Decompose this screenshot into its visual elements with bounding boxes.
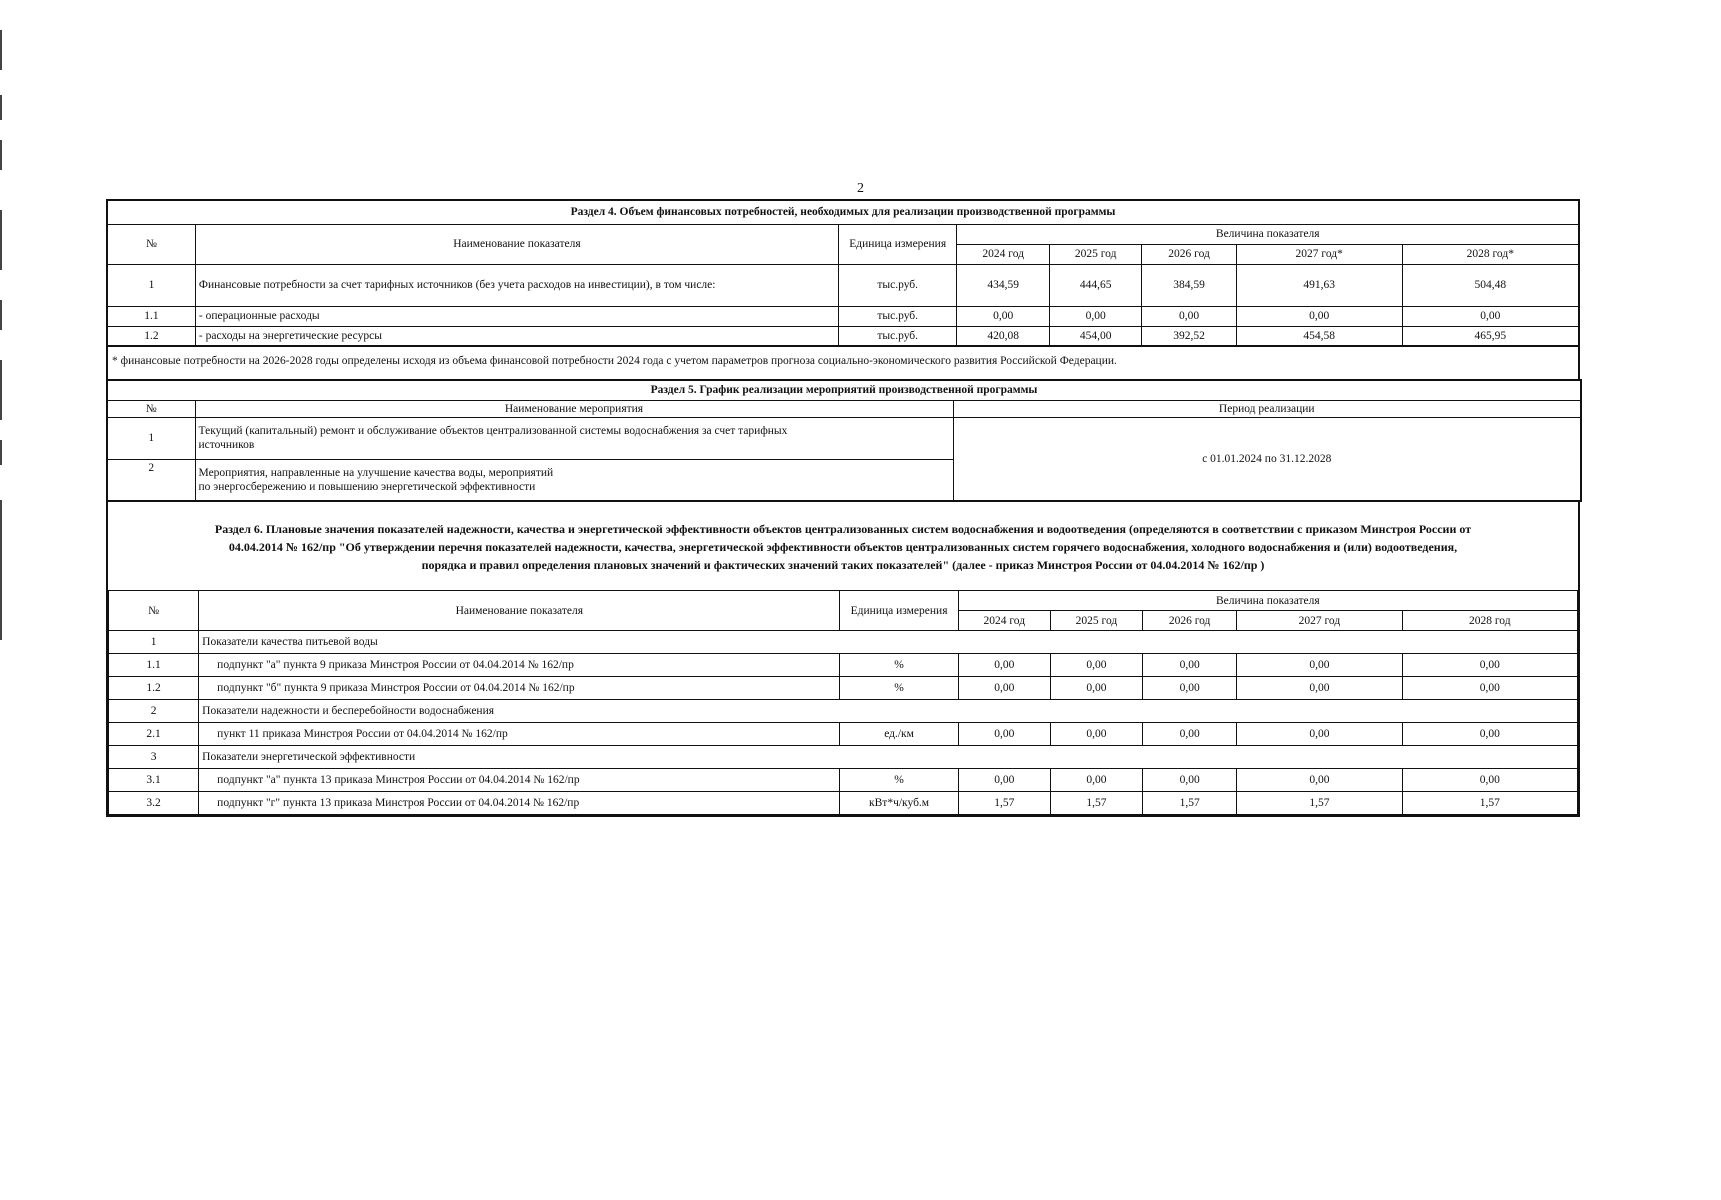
scan-edge-mark (0, 300, 2, 330)
year-header: 2024 год (957, 244, 1049, 264)
row-value: 0,00 (1237, 723, 1402, 746)
row-unit: кВт*ч/куб.м (840, 792, 958, 815)
row-name: подпункт "а" пункта 13 приказа Минстроя России от 04.04.2014 № 162/пр (199, 769, 840, 792)
table-row (107, 326, 1579, 346)
row-value: 0,00 (1402, 654, 1577, 677)
row-value: 0,00 (1143, 769, 1237, 792)
row-name-line: источников (198, 439, 255, 451)
row-unit: тыс.руб. (838, 326, 957, 346)
row-value: 0,00 (1236, 306, 1402, 326)
table-row (109, 700, 1578, 723)
col-no-header: № (107, 224, 195, 264)
row-value: 0,00 (1402, 769, 1577, 792)
table-row (109, 769, 1578, 792)
row-value: 0,00 (958, 769, 1050, 792)
year-header: 2026 год (1143, 611, 1237, 631)
row-value: 0,00 (1049, 306, 1141, 326)
scan-edge-mark (0, 500, 2, 640)
row-value: 1,57 (1050, 792, 1142, 815)
table-row (109, 677, 1578, 700)
group-name: Показатели качества питьевой воды (199, 631, 1578, 654)
table-row (109, 631, 1578, 654)
row-name-line: Мероприятия, направленные на улучшение качества воды, мероприятий (198, 466, 554, 479)
table-row (109, 792, 1578, 815)
scan-edge-mark (0, 210, 2, 270)
row-value: 0,00 (1050, 654, 1142, 677)
row-no: 2 (107, 459, 195, 501)
table-row (109, 746, 1578, 769)
row-value: 0,00 (1402, 306, 1579, 326)
row-value: 504,48 (1402, 264, 1579, 306)
section4-footnote: * финансовые потребности на 2026-2028 годы определены исходя из объема финансовой потребности 2024 года с учетом параметров прогноза социально-экономического развития Российской Федерации. (106, 347, 1580, 379)
row-name: - операционные расходы (195, 306, 838, 326)
group-name: Показатели надежности и бесперебойности водоснабжения (199, 700, 1578, 723)
row-value: 0,00 (1237, 769, 1402, 792)
col-no-header: № (109, 591, 199, 631)
row-value: 0,00 (1402, 677, 1577, 700)
row-no: 1.2 (109, 677, 199, 700)
scan-edge-mark (0, 30, 2, 70)
year-header: 2026 год (1142, 244, 1236, 264)
row-unit: % (840, 769, 958, 792)
row-value: 0,00 (1237, 654, 1402, 677)
row-value: 491,63 (1236, 264, 1402, 306)
row-no: 1.2 (107, 326, 195, 346)
section6-title-line: порядка и правил определения плановых значений и фактических значений таких показателей" (далее - приказ Минстроя России от 04.04.2014 № 162/пр ) (421, 558, 1265, 572)
row-name: пункт 11 приказа Минстроя России от 04.04.2014 № 162/пр (199, 723, 840, 746)
row-name: подпункт "б" пункта 9 приказа Минстроя России от 04.04.2014 № 162/пр (199, 677, 840, 700)
row-value: 0,00 (1402, 723, 1577, 746)
row-name-line: по энергосбережению и повышению энергетической эффективности (198, 480, 536, 493)
row-name: подпункт "а" пункта 9 приказа Минстроя России от 04.04.2014 № 162/пр (199, 654, 840, 677)
row-value: 0,00 (1050, 677, 1142, 700)
col-period-header: Период реализации (953, 400, 1581, 417)
section4-table (106, 199, 1580, 347)
row-value: 0,00 (1142, 306, 1236, 326)
row-no: 2 (109, 700, 199, 723)
row-name-line: Текущий (капитальный) ремонт и обслуживание объектов централизованной системы водоснабжения за счет тарифных (198, 425, 788, 437)
row-value: 1,57 (1237, 792, 1402, 815)
table-row (107, 417, 1581, 459)
row-value: 0,00 (958, 654, 1050, 677)
row-value: 465,95 (1402, 326, 1579, 346)
row-unit: % (840, 654, 958, 677)
row-value: 0,00 (1050, 769, 1142, 792)
row-value: 420,08 (957, 326, 1049, 346)
col-name-header: Наименование показателя (195, 224, 838, 264)
scan-edge-mark (0, 140, 2, 170)
row-no: 1 (107, 417, 195, 459)
col-unit-header: Единица измерения (838, 224, 957, 264)
row-unit: % (840, 677, 958, 700)
row-value: 392,52 (1142, 326, 1236, 346)
year-header: 2025 год (1050, 611, 1142, 631)
row-no: 1.1 (109, 654, 199, 677)
row-no: 1 (109, 631, 199, 654)
scan-edge-mark (0, 440, 2, 465)
year-header: 2027 год (1237, 611, 1402, 631)
row-value: 0,00 (958, 677, 1050, 700)
row-value: 454,58 (1236, 326, 1402, 346)
col-value-header: Величина показателя (958, 591, 1577, 611)
period-cell: с 01.01.2024 по 31.12.2028 (953, 417, 1581, 501)
section5-table (106, 379, 1582, 502)
col-name-header: Наименование показателя (199, 591, 840, 631)
table-row (109, 654, 1578, 677)
section6-title (108, 502, 1578, 590)
row-name (195, 459, 953, 501)
section4-title: Раздел 4. Объем финансовых потребностей, необходимых для реализации производственной программы (107, 200, 1579, 224)
row-value: 0,00 (958, 723, 1050, 746)
year-header: 2025 год (1049, 244, 1141, 264)
row-no: 1.1 (107, 306, 195, 326)
scan-edge-mark (0, 360, 2, 420)
col-value-header: Величина показателя (957, 224, 1579, 244)
row-value: 444,65 (1049, 264, 1141, 306)
year-header: 2024 год (958, 611, 1050, 631)
section5-title: Раздел 5. График реализации мероприятий производственной программы (107, 380, 1581, 400)
year-header: 2027 год* (1236, 244, 1402, 264)
year-header: 2028 год (1402, 611, 1577, 631)
row-value: 454,00 (1049, 326, 1141, 346)
row-no: 3.1 (109, 769, 199, 792)
row-name: подпункт "г" пункта 13 приказа Минстроя России от 04.04.2014 № 162/пр (199, 792, 840, 815)
row-value: 1,57 (1143, 792, 1237, 815)
col-unit-header: Единица измерения (840, 591, 958, 631)
row-value: 0,00 (1050, 723, 1142, 746)
row-no: 2.1 (109, 723, 199, 746)
row-value: 0,00 (1143, 723, 1237, 746)
row-value: 0,00 (1143, 677, 1237, 700)
table-row (107, 306, 1579, 326)
row-value: 1,57 (958, 792, 1050, 815)
row-unit: тыс.руб. (838, 264, 957, 306)
document-body (106, 199, 1580, 817)
row-no: 3.2 (109, 792, 199, 815)
year-header: 2028 год* (1402, 244, 1579, 264)
row-no: 1 (107, 264, 195, 306)
row-no: 3 (109, 746, 199, 769)
row-value: 0,00 (957, 306, 1049, 326)
row-value: 384,59 (1142, 264, 1236, 306)
scan-edge-mark (0, 95, 2, 120)
row-value: 1,57 (1402, 792, 1577, 815)
row-unit: тыс.руб. (838, 306, 957, 326)
col-no-header: № (107, 400, 195, 417)
section6-table (108, 590, 1578, 815)
table-row (109, 723, 1578, 746)
row-name (195, 417, 953, 459)
col-name-header: Наименование мероприятия (195, 400, 953, 417)
row-name: - расходы на энергетические ресурсы (195, 326, 838, 346)
row-name: Финансовые потребности за счет тарифных источников (без учета расходов на инвестиции), в том числе: (195, 264, 838, 306)
row-value: 0,00 (1143, 654, 1237, 677)
row-unit: ед./км (840, 723, 958, 746)
section6-title-line: 04.04.2014 № 162/пр "Об утверждении перечня показателей надежности, качества, энергетической эффективности объектов централизованных систем горячего водоснабжения, холодного водоснабжения и (или) водоотведения, (228, 540, 1458, 554)
table-row (107, 264, 1579, 306)
group-name: Показатели энергетической эффективности (199, 746, 1578, 769)
page-number: 2 (857, 181, 864, 196)
section6-block (106, 502, 1580, 817)
row-value: 434,59 (957, 264, 1049, 306)
row-value: 0,00 (1237, 677, 1402, 700)
section6-title-line: Раздел 6. Плановые значения показателей надежности, качества и энергетической эффективности объектов централизованных систем водоснабжения и водоотведения (определяются в соответствии с приказом Минстроя России от (214, 522, 1472, 536)
